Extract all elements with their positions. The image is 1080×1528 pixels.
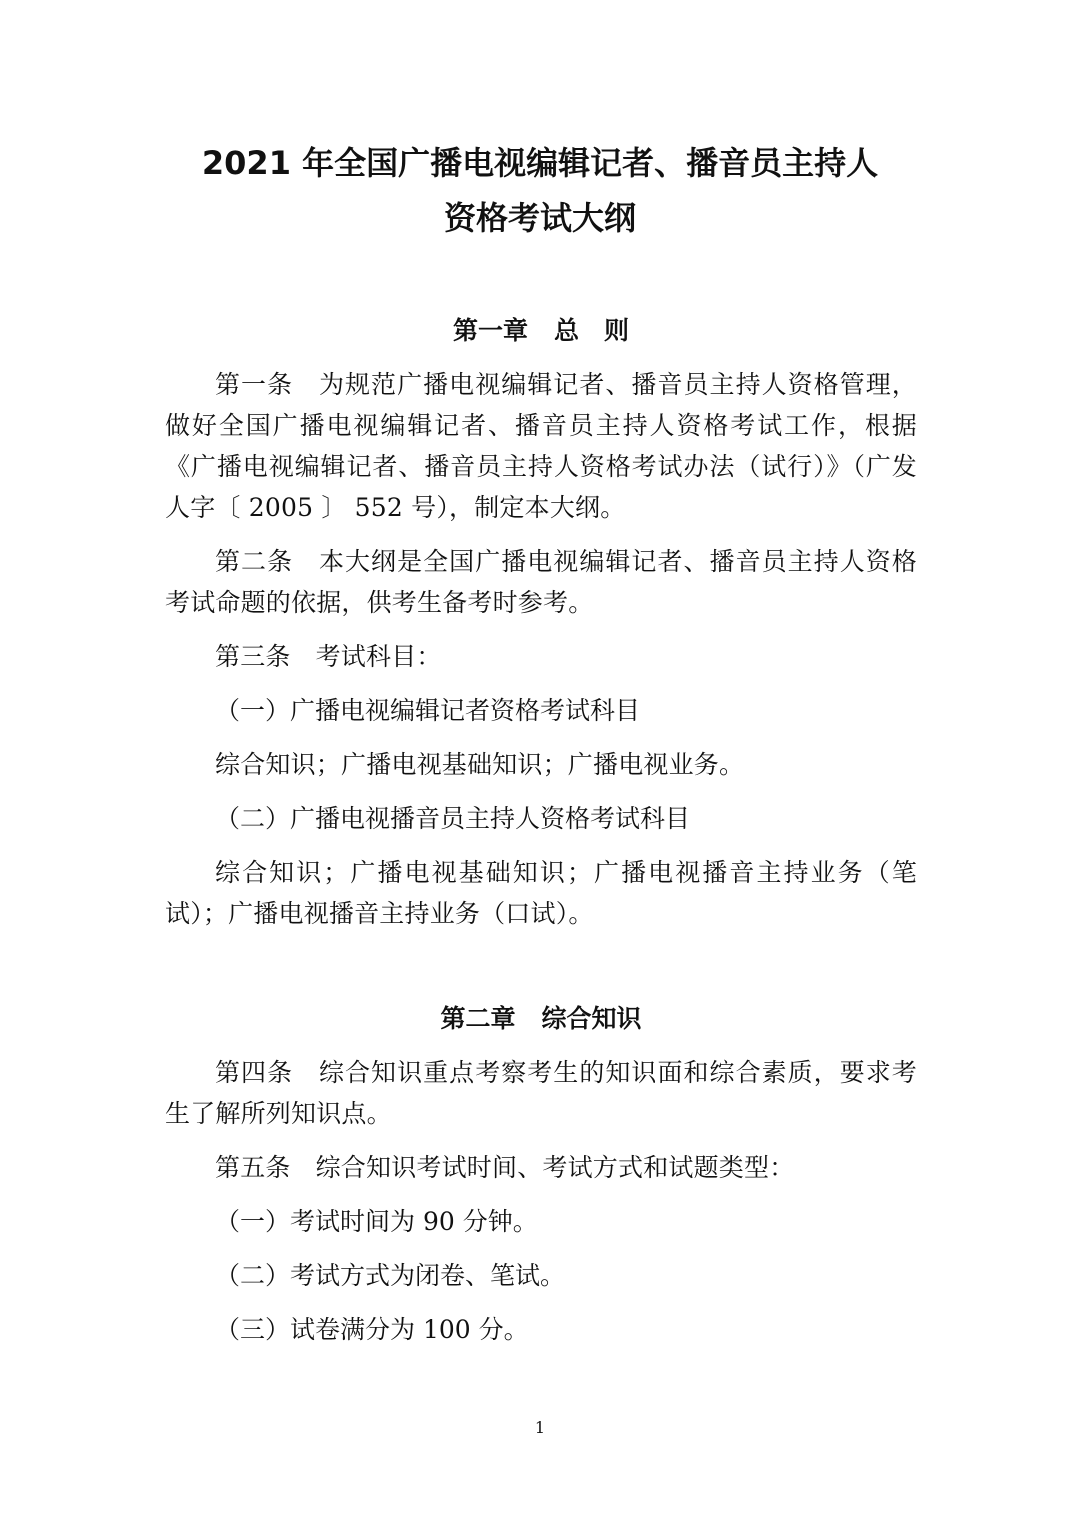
- document-body: [165, 308, 917, 1363]
- subject-group-1-heading: （一）广播电视编辑记者资格考试科目: [215, 696, 641, 725]
- article-3-text: 考试科目：: [315, 642, 442, 671]
- article-3-label: 第三条: [215, 642, 291, 671]
- chapter-2-heading: [165, 996, 917, 1042]
- article-5-label: 第五条: [215, 1153, 291, 1182]
- article-4: [165, 1052, 917, 1134]
- article-1-text: 为规范广播电视编辑记者、播音员主持人资格管理，做好全国广播电视编辑记者、播音员主持人资格考试工作，根据《广播电视编辑记者、播音员主持人资格考试办法（试行）》（广发人字〔 2005 〕 552 号），制定本大纲。: [165, 370, 917, 522]
- article-5: [165, 1147, 917, 1188]
- article-1: [165, 364, 917, 528]
- exam-item-2: （二）考试方式为闭卷、笔试。: [215, 1261, 566, 1290]
- article-3: [165, 636, 917, 677]
- article-2: [165, 541, 917, 623]
- document-title-line-2: 资格考试大纲: [443, 199, 636, 237]
- chapter-1-name: 总 则: [554, 316, 630, 345]
- chapter-2-number: 第二章: [440, 1004, 516, 1033]
- page-number: 1: [534, 1418, 546, 1437]
- article-5-text: 综合知识考试时间、考试方式和试题类型：: [315, 1153, 795, 1182]
- subject-group-1-items: 综合知识；广播电视基础知识；广播电视业务。: [215, 750, 745, 779]
- article-2-text: 本大纲是全国广播电视编辑记者、播音员主持人资格考试命题的依据，供考生备考时参考。: [165, 547, 917, 617]
- article-1-label: 第一条: [215, 370, 294, 399]
- chapter-2-name: 综合知识: [541, 1004, 642, 1033]
- chapter-1-number: 第一章: [452, 316, 528, 345]
- article-2-label: 第二条: [215, 547, 294, 576]
- exam-item-1: （一）考试时间为 90 分钟。: [215, 1207, 538, 1236]
- article-4-text: 综合知识重点考察考生的知识面和综合素质，要求考生了解所列知识点。: [165, 1058, 917, 1128]
- exam-item-3: （三）试卷满分为 100 分。: [215, 1315, 529, 1344]
- document-title-line-1: 2021 年全国广播电视编辑记者、播音员主持人: [201, 144, 879, 182]
- subject-group-2-heading: （二）广播电视播音员主持人资格考试科目: [215, 804, 691, 833]
- article-4-label: 第四条: [215, 1058, 294, 1087]
- chapter-1-heading: [165, 308, 917, 354]
- subject-group-2-items: 综合知识；广播电视基础知识；广播电视播音主持业务（笔试）；广播电视播音主持业务（口试）。: [165, 858, 917, 928]
